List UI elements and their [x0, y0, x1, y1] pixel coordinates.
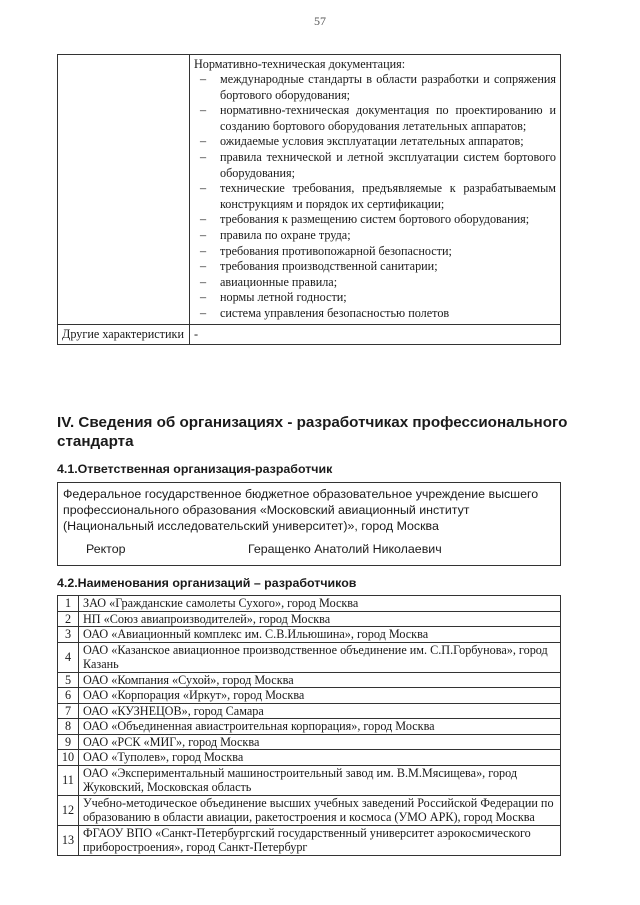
- characteristics-table: [57, 54, 561, 345]
- rector-label: Ректор: [86, 542, 126, 556]
- table-row: [58, 627, 561, 643]
- norm-doc-item-text: требования к размещению систем бортового оборудования;: [220, 212, 530, 227]
- norm-doc-item-text: правила по охране труда;: [220, 227, 351, 242]
- developer-org-name: ОАО «Корпорация «Иркут», город Москва: [79, 688, 561, 704]
- norm-doc-item: [194, 181, 556, 212]
- table-row: [58, 642, 561, 672]
- developer-org-name: ОАО «Объединенная авиастроительная корпорация», город Москва: [79, 719, 561, 735]
- other-characteristics-value: -: [190, 324, 561, 344]
- dash-marker: –: [200, 290, 207, 305]
- row-number: 1: [58, 596, 79, 612]
- norm-doc-item-text: система управления безопасностью полетов: [220, 305, 450, 320]
- developer-org-name: Учебно-методическое объединение высших учебных заведений Российской Федерации по образованию в области авиации, ракетостроения и космоса (УМО АРК), город Москва: [79, 795, 561, 825]
- table-row: [58, 688, 561, 704]
- norm-doc-item-text: требования противопожарной безопасности;: [220, 243, 452, 258]
- table-row: [58, 734, 561, 750]
- norm-doc-title: Нормативно-техническая документация:: [194, 57, 406, 71]
- developer-org-name: ОАО «Казанское авиационное производственное объединение им. С.П.Горбунова», город Казань: [79, 642, 561, 672]
- norm-doc-item-text: ожидаемые условия эксплуатации летательных аппаратов;: [220, 134, 524, 149]
- dash-marker: –: [200, 72, 207, 86]
- developer-org-name: ОАО «КУЗНЕЦОВ», город Самара: [79, 703, 561, 719]
- developer-org-name: ОАО «Авиационный комплекс им. С.В.Ильюшина», город Москва: [79, 627, 561, 643]
- norm-doc-item-text: технические требования, предъявляемые к разрабатываемым конструкциям и порядок их сертификации;: [220, 181, 556, 211]
- table-row: [58, 795, 561, 825]
- norm-doc-item: [194, 72, 556, 103]
- row-number: 6: [58, 688, 79, 704]
- dash-marker: –: [200, 274, 207, 289]
- row-number: 9: [58, 734, 79, 750]
- table-row: [58, 672, 561, 688]
- row-number: 8: [58, 719, 79, 735]
- norm-doc-item-text: требования производственной санитарии;: [220, 259, 438, 274]
- table-row: [58, 719, 561, 735]
- norm-doc-item-text: правила технической и летной эксплуатации систем бортового оборудования;: [220, 149, 556, 180]
- row-number: 10: [58, 750, 79, 766]
- norm-doc-item: [194, 228, 556, 244]
- dash-marker: –: [200, 243, 207, 258]
- norm-doc-item: [194, 150, 556, 181]
- table-row: [58, 750, 561, 766]
- table-row: [58, 765, 561, 795]
- row-number: 5: [58, 672, 79, 688]
- dash-marker: –: [200, 212, 207, 227]
- table-row: [58, 324, 561, 344]
- row-number: 11: [58, 765, 79, 795]
- row-number: 13: [58, 825, 79, 855]
- developer-org-name: ОАО «РСК «МИГ», город Москва: [79, 734, 561, 750]
- developer-org-name: НП «Союз авиапроизводителей», город Москва: [79, 611, 561, 627]
- other-characteristics-label: Другие характеристики: [58, 324, 190, 344]
- norm-doc-item: [194, 306, 556, 322]
- dash-marker: –: [200, 227, 207, 242]
- row-number: 12: [58, 795, 79, 825]
- norm-doc-list: [194, 72, 556, 322]
- table-row: [58, 703, 561, 719]
- dash-marker: –: [200, 259, 207, 274]
- responsible-org-name: Федеральное государственное бюджетное образовательное учреждение высшего профессионального образования «Московский авиационный институт (Национальный исследовательский университет)», город Москва: [63, 487, 539, 533]
- rector-name: Геращенко Анатолий Николаевич: [248, 542, 442, 556]
- table-row: [58, 55, 561, 325]
- norm-doc-item: [194, 134, 556, 150]
- norm-doc-item: [194, 290, 556, 306]
- dash-marker: –: [200, 305, 207, 320]
- developer-org-name: ОАО «Экспериментальный машиностроительный завод им. В.М.Мясищева», город Жуковский, Московская область: [79, 765, 561, 795]
- norm-doc-item: [194, 103, 556, 134]
- section-heading: IV. Сведения об организациях - разработчиках профессионального стандарта: [57, 414, 568, 450]
- table-row: [58, 825, 561, 855]
- norm-doc-item: [194, 212, 556, 228]
- norm-doc-item-text: авиационные правила;: [220, 274, 338, 289]
- empty-cell: [58, 55, 190, 325]
- table-row: [58, 611, 561, 627]
- responsible-org-box: [57, 482, 561, 566]
- dash-marker: –: [200, 134, 207, 149]
- row-number: 3: [58, 627, 79, 643]
- dash-marker: –: [200, 181, 207, 196]
- norm-doc-item-text: нормативно-техническая документация по проектированию и созданию бортового оборудования летательных аппаратов;: [220, 103, 556, 133]
- norm-doc-item: [194, 244, 556, 260]
- norm-doc-item-text: нормы летной годности;: [220, 290, 347, 305]
- norm-doc-item: [194, 259, 556, 275]
- dash-marker: –: [200, 149, 207, 164]
- developer-org-name: ОАО «Туполев», город Москва: [79, 750, 561, 766]
- row-number: 4: [58, 642, 79, 672]
- norm-doc-item-text: международные стандарты в области разработки и сопряжения бортового оборудования;: [220, 72, 556, 102]
- page-number: 57: [314, 14, 326, 28]
- row-number: 2: [58, 611, 79, 627]
- norm-doc-item: [194, 275, 556, 291]
- developer-org-name: ЗАО «Гражданские самолеты Сухого», город Москва: [79, 596, 561, 612]
- subsection-heading-developers: 4.2.Наименования организаций – разработчиков: [57, 576, 357, 590]
- subsection-heading-responsible: 4.1.Ответственная организация-разработчик: [57, 462, 333, 476]
- norm-doc-cell: [190, 55, 561, 325]
- table-row: [58, 596, 561, 612]
- dash-marker: –: [200, 103, 207, 118]
- developer-org-name: ОАО «Компания «Сухой», город Москва: [79, 672, 561, 688]
- developers-table: [57, 595, 561, 856]
- developer-org-name: ФГАОУ ВПО «Санкт-Петербургский государственный университет аэрокосмического приборостроения», город Санкт-Петербург: [79, 825, 561, 855]
- row-number: 7: [58, 703, 79, 719]
